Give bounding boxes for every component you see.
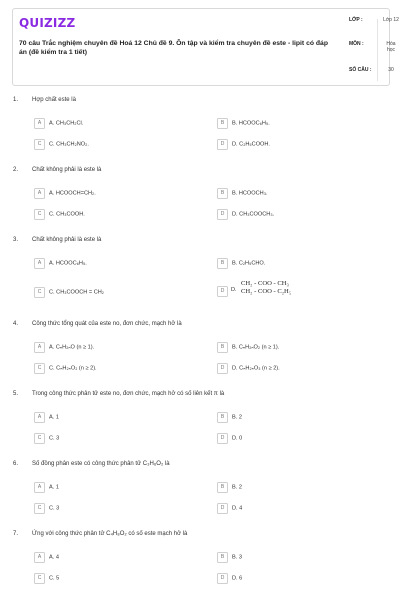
worksheet-meta xyxy=(343,9,399,85)
option-d-label: D. xyxy=(231,287,237,293)
question-number: 4. xyxy=(13,321,19,327)
question-number: 6. xyxy=(13,461,19,467)
option-a[interactable]: A A. HCOOC₆H₅. xyxy=(34,258,87,269)
option-b[interactable]: B B. 2 xyxy=(217,412,242,423)
option-d[interactable]: D D. 6 xyxy=(217,573,242,584)
option-b[interactable]: B B. 3 xyxy=(217,552,242,563)
question-number: 2. xyxy=(13,167,19,173)
option-b[interactable]: B B. CₙH₂ₙO₂ (n ≥ 1). xyxy=(217,342,279,353)
option-d[interactable]: D D. CH₃COOCH₃. xyxy=(217,209,274,220)
question-number: 1. xyxy=(13,97,19,103)
option-a[interactable]: A A. HCOOCH=CH₂. xyxy=(34,188,96,199)
option-c[interactable]: C C. CH₃CH₂NO₂. xyxy=(34,139,89,150)
question-text: Công thức tổng quát của este no, đơn chức, mạch hở là xyxy=(32,321,182,327)
worksheet-title: 70 câu Trắc nghiệm chuyên đề Hoá 12 Chủ đề 9. Ôn tập và kiểm tra chuyên đề este - lipit có đáp án (đề kiểm tra 1 tiết) xyxy=(19,40,328,56)
option-b[interactable]: B B. HCOOC₆H₅. xyxy=(217,118,270,129)
question-text: Ứng với công thức phân tử C₄H₈O₂ có số este mạch hở là xyxy=(32,531,188,537)
option-c[interactable]: C C. CₙH₂ₙO₂ (n ≥ 2). xyxy=(34,363,97,374)
ester-formula xyxy=(241,280,291,296)
option-a[interactable]: A A. 4 xyxy=(34,552,59,563)
grade-label: LỚP : xyxy=(349,17,363,23)
grade-value: Lớp 12 xyxy=(383,17,399,23)
option-b[interactable]: B B. HCOOCH₃. xyxy=(217,188,268,199)
question-text: Chất không phải là este là xyxy=(32,237,102,243)
quizizz-logo: QUIZIZZ xyxy=(19,16,76,30)
question-number: 5. xyxy=(13,391,19,397)
option-c[interactable]: C C. 3 xyxy=(34,433,59,444)
option-b[interactable]: B B. C₂H₅CHO. xyxy=(217,258,265,269)
option-a[interactable]: A A. CH₃CH₂Cl. xyxy=(34,118,83,129)
option-c[interactable]: C C. 5 xyxy=(34,573,59,584)
formula-top: CH₂ - COO - CH₃ xyxy=(241,280,289,287)
option-d[interactable]: D D. 4 xyxy=(217,503,242,514)
worksheet-page: QUIZIZZ 70 câu Trắc nghiệm chuyên đề Hoá 12 Chủ đề 9. Ôn tập và kiểm tra chuyên đề este - lipit có đáp án (đề kiểm tra 1 tiết) LỚP : Lớp 12 MÔN : Hóa học SỐ CÂU : 30 1. Hợp chất este là A A. CH₃CH₂Cl. B B. HCOOC₆H₅. C C. CH₃CH₂NO₂. D D. C₂H₅COOH. 2. Chất không phải là este là A A. HCOOCH=CH₂. B B. HCOOCH₃. C C. CH₃COOH. D D. CH₃COOCH₃. 3. Chất không phải là este là A A. HCOOC₆H₅. B B. C₂H₅CHO. C C. CH₃COOCH = CH₂ D D. CH₂ - COO - CH₃ CH₂ - COO - C₂H₅ 4. Công thức tổng quát của este no, đơn chức, mạch hở là A A. CₙH₂ₙO (n ≥ 1). B B. CₙH₂ₙO₂ (n ≥ 1). C C. CₙH₂ₙO₂ (n ≥ 2). D D. CₙH₂ₙO₃ (n ≥ 2). 5. Trong công thức phân tử este no, đơn chức, mạch hở có số liên kết π là A A. 1 B B. 2 C C. 3 D D. 0 6. Số đồng phân este có công thức phân tử C₃H₆O₂ là A A. 1 B B. 2 C C. 3 D D. 4 7. Ứng với công thức phân tử C₄H₈O₂ có số este mạch hở là A A. 4 B B. 3 C C. 5 D D. 6 xyxy=(0,0,400,600)
question-text: Chất không phải là este là xyxy=(32,167,102,173)
option-a[interactable]: A A. 1 xyxy=(34,412,59,423)
option-c[interactable]: C C. CH₃COOCH = CH₂ xyxy=(34,287,104,298)
option-a[interactable]: A A. 1 xyxy=(34,482,59,493)
count-value: 30 xyxy=(388,67,394,73)
question-text: Hợp chất este là xyxy=(32,97,76,103)
subject-value: Hóa học xyxy=(386,41,396,53)
option-d[interactable]: D D. C₂H₅COOH. xyxy=(217,139,270,150)
question-text: Trong công thức phân tử este no, đơn chức, mạch hở có số liên kết π là xyxy=(32,391,225,397)
formula-bottom: CH₂ - COO - C₂H₅ xyxy=(241,288,292,295)
option-b[interactable]: B B. 2 xyxy=(217,482,242,493)
option-c[interactable]: C C. CH₃COOH. xyxy=(34,209,85,220)
question-number: 7. xyxy=(13,531,19,537)
option-c[interactable]: C C. 3 xyxy=(34,503,59,514)
option-a[interactable]: A A. CₙH₂ₙO (n ≥ 1). xyxy=(34,342,94,353)
count-label: SỐ CÂU : xyxy=(349,67,372,73)
option-d[interactable]: D D. CₙH₂ₙO₃ (n ≥ 2). xyxy=(217,363,280,374)
option-d[interactable]: D D. 0 xyxy=(217,433,242,444)
question-number: 3. xyxy=(13,237,19,243)
worksheet-header xyxy=(12,8,399,86)
subject-label: MÔN : xyxy=(349,41,364,47)
question-text: Số đồng phân este có công thức phân tử C₃H₆O₂ là xyxy=(32,461,170,467)
